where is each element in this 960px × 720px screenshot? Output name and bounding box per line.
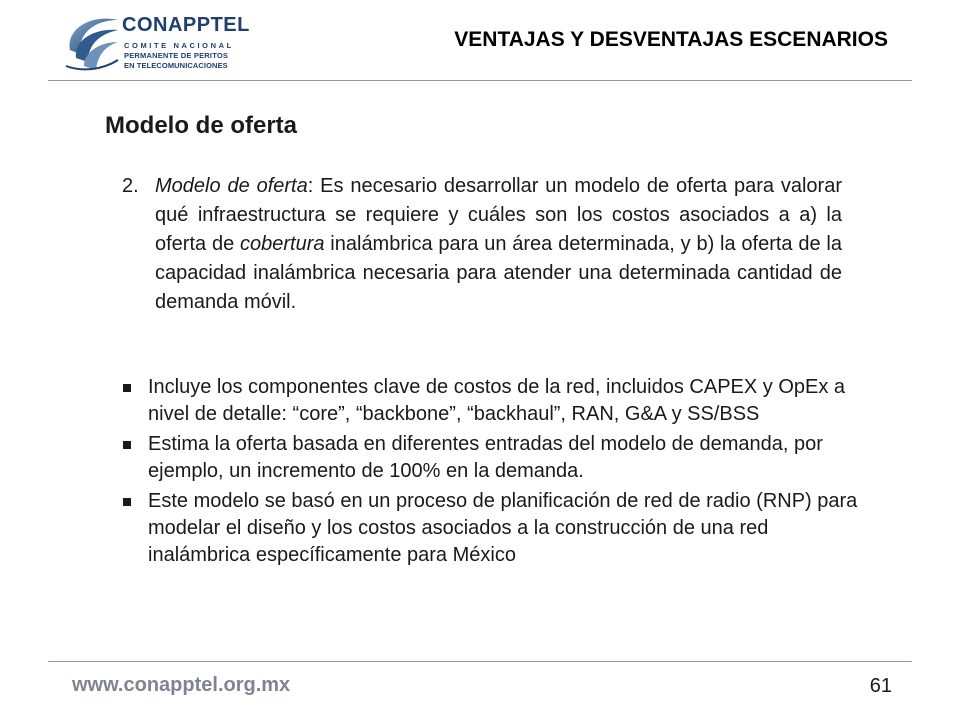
bullet-list — [122, 374, 862, 572]
item-text-b: inalámbrica para un área determinada, y b) la oferta de la capacidad inalámbrica necesaria para atender una determinada cantidad de demanda móvil. — [155, 233, 842, 313]
logo-line-3: EN TELECOMUNICACIONES — [124, 61, 228, 70]
square-bullet-icon — [123, 498, 131, 506]
logo-line-1: COMITE NACIONAL — [124, 41, 234, 50]
numbered-item — [122, 172, 842, 317]
list-item — [122, 431, 862, 485]
item-number: 2. — [122, 175, 139, 197]
list-item — [122, 488, 862, 569]
footer-divider — [48, 661, 912, 662]
logo-swirl-icon — [62, 10, 122, 74]
page-number: 61 — [869, 675, 892, 697]
conapptel-logo — [62, 10, 262, 78]
logo-line-2: PERMANENTE DE PERITOS — [124, 51, 229, 60]
item-text-a: : Es necesario desarrollar un modelo de oferta para valorar qué infraestructura se requiere y cuáles son los costos asociados a a) la oferta de — [155, 175, 842, 255]
section-heading: Modelo de oferta — [105, 112, 298, 139]
header-divider — [48, 80, 912, 81]
list-item — [122, 374, 862, 428]
bullet-text: Incluye los componentes clave de costos de la red, incluidos CAPEX y OpEx a nivel de detalle: “core”, “backbone”, “backhaul”, RAN, G&A y SS/BSS — [148, 376, 846, 425]
footer-url: www.conapptel.org.mx — [72, 674, 291, 696]
item-body — [155, 172, 842, 317]
bullet-text: Este modelo se basó en un proceso de planificación de red de radio (RNP) para modelar el diseño y los costos asociados a la construcción de una red inalámbrica específicamente para México — [148, 490, 858, 566]
bullet-text: Estima la oferta basada en diferentes entradas del modelo de demanda, por ejemplo, un incremento de 100% en la demanda. — [148, 433, 823, 482]
item-emphasis: cobertura — [240, 233, 325, 255]
item-term: Modelo de oferta — [155, 175, 308, 197]
header-title: VENTAJAS Y DESVENTAJAS ESCENARIOS — [454, 28, 888, 51]
logo-name: CONAPPTEL — [122, 14, 250, 36]
square-bullet-icon — [123, 384, 131, 392]
square-bullet-icon — [123, 441, 131, 449]
